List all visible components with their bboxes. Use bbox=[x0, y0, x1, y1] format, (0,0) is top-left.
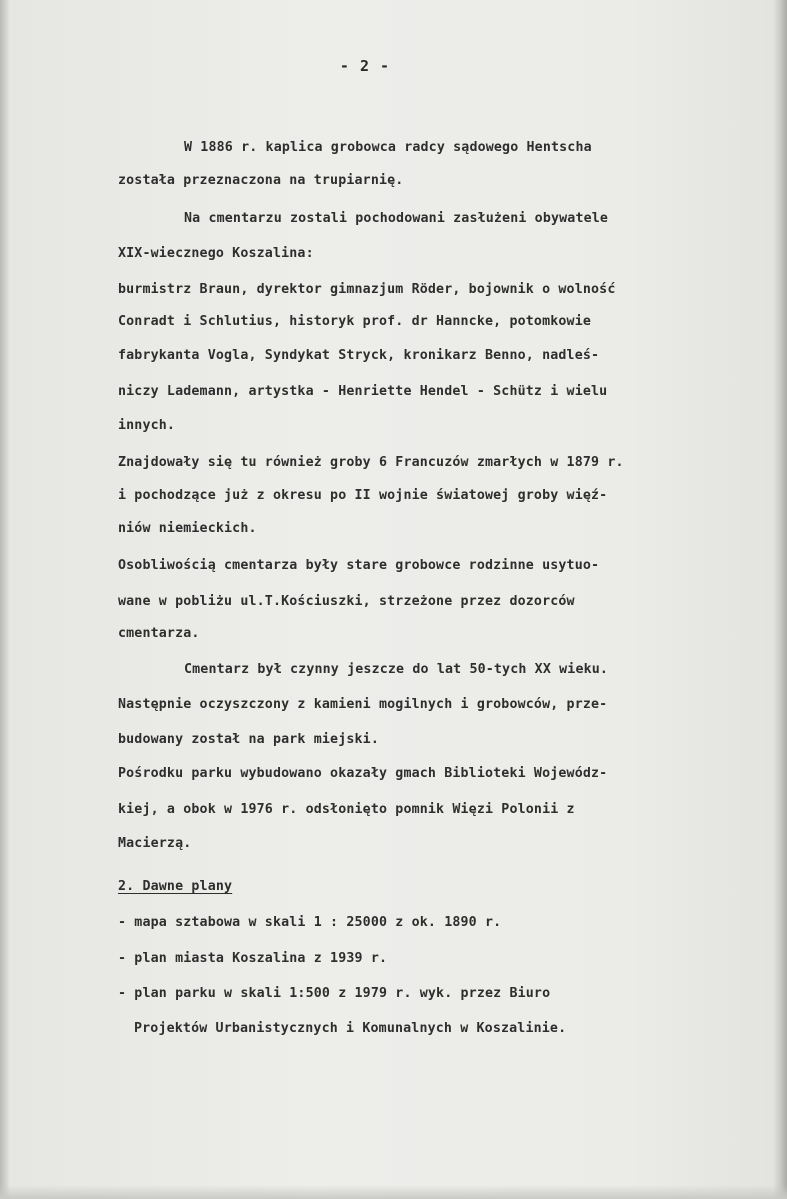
text-line: Następnie oczyszczony z kamieni mogilnych i grobowców, prze- bbox=[118, 697, 608, 712]
text-line: Osobliwością cmentarza były stare grobowce rodzinne usytuo- bbox=[118, 558, 600, 573]
text-line: wane w pobliżu ul.T.Kościuszki, strzeżone przez dozorców bbox=[118, 594, 575, 609]
list-item: - plan miasta Koszalina z 1939 r. bbox=[118, 951, 388, 966]
list-item-continuation: Projektów Urbanistycznych i Komunalnych w Koszalinie. bbox=[134, 1021, 567, 1036]
text-line: cmentarza. bbox=[118, 626, 200, 641]
text-line: została przeznaczona na trupiarnię. bbox=[118, 173, 404, 188]
text-line: Macierzą. bbox=[118, 836, 192, 851]
text-line: Na cmentarzu zostali pochodowani zasłużeni obywatele bbox=[184, 211, 609, 226]
section-heading: 2. Dawne plany bbox=[118, 879, 233, 894]
text-line: Cmentarz był czynny jeszcze do lat 50-tych XX wieku. bbox=[184, 662, 609, 677]
page-left-edge-shadow bbox=[0, 0, 10, 1199]
text-line: Conradt i Schlutius, historyk prof. dr Hanncke, potomkowie bbox=[118, 314, 592, 329]
page-number: - 2 - bbox=[339, 57, 391, 75]
text-line: budowany został na park miejski. bbox=[118, 732, 379, 747]
text-line: innych. bbox=[118, 418, 176, 433]
page-right-edge-shadow bbox=[773, 0, 787, 1199]
text-line: Znajdowały się tu również groby 6 Francuzów zmarłych w 1879 r. bbox=[118, 455, 624, 470]
text-line: niów niemieckich. bbox=[118, 521, 257, 536]
text-line: fabrykanta Vogla, Syndykat Stryck, kronikarz Benno, nadleś- bbox=[118, 348, 600, 363]
text-line: Pośrodku parku wybudowano okazały gmach Biblioteki Wojewódz- bbox=[118, 766, 608, 781]
list-item: - plan parku w skali 1:500 z 1979 r. wyk. przez Biuro bbox=[118, 986, 551, 1001]
text-line: niczy Lademann, artystka - Henriette Hendel - Schütz i wielu bbox=[118, 384, 608, 399]
text-line: XIX-wiecznego Koszalina: bbox=[118, 246, 314, 261]
text-line: kiej, a obok w 1976 r. odsłonięto pomnik Więzi Polonii z bbox=[118, 802, 575, 817]
text-line: i pochodzące już z okresu po II wojnie światowej groby więź- bbox=[118, 488, 608, 503]
page-bottom-edge-shadow bbox=[0, 1185, 787, 1199]
list-item: - mapa sztabowa w skali 1 : 25000 z ok. 1890 r. bbox=[118, 915, 502, 930]
text-line: W 1886 r. kaplica grobowca radcy sądowego Hentscha bbox=[184, 140, 592, 155]
text-line: burmistrz Braun, dyrektor gimnazjum Röder, bojownik o wolność bbox=[118, 282, 616, 297]
